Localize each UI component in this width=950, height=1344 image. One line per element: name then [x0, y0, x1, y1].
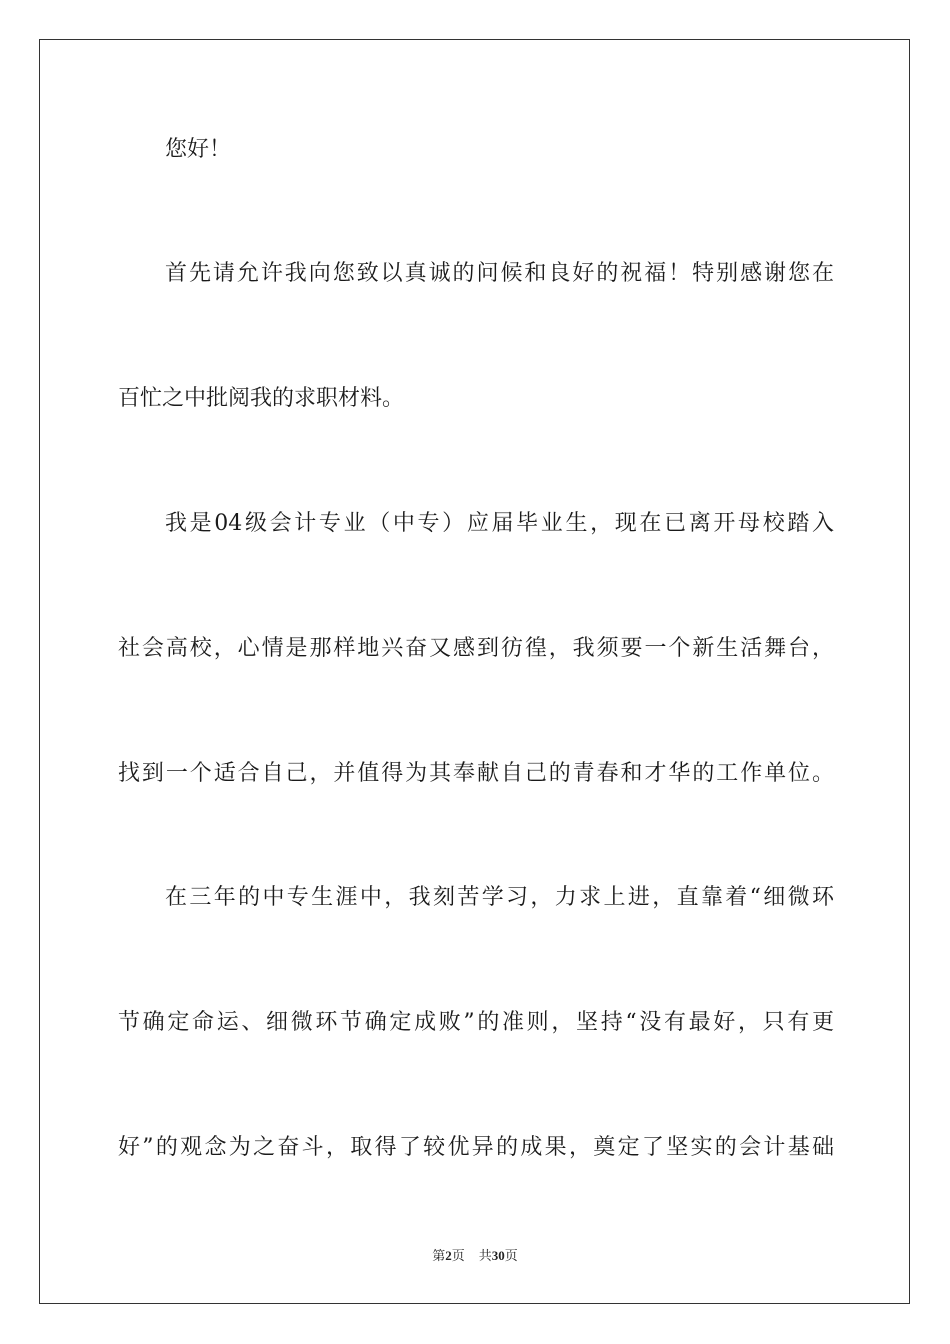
page-footer: [0, 1247, 950, 1266]
paragraph-3-line-1: 在三年的中专生涯中，我刻苦学习，力求上进，直靠着“细微环: [165, 885, 834, 910]
page-number: 2: [445, 1248, 452, 1263]
total-prefix: 共: [478, 1249, 492, 1264]
total-pages: 30: [491, 1248, 505, 1263]
paragraph-2-line-2: 社会高校，心情是那样地兴奋又感到彷徨，我须要一个新生活舞台，: [118, 636, 834, 661]
paragraph-3-line-2: 节确定命运、细微环节确定成败”的准则，坚持“没有最好，只有更: [118, 1010, 834, 1035]
total-suffix: 页: [504, 1249, 518, 1264]
page-prefix: 第: [432, 1249, 446, 1264]
page-frame: [39, 39, 910, 1304]
paragraph-3-line-3: 好”的观念为之奋斗，取得了较优异的成果，奠定了坚实的会计基础: [118, 1135, 834, 1160]
paragraph-1-line-2: 百忙之中批阅我的求职材料。: [118, 386, 405, 411]
paragraph-2-line-1: 我是04级会计专业（中专）应届毕业生，现在已离开母校踏入: [165, 511, 834, 536]
paragraph-2-line-3: 找到一个适合自己，并值得为其奉献自己的青春和才华的工作单位。: [118, 761, 834, 786]
paragraph-1-line-1: 首先请允许我向您致以真诚的问候和良好的祝福！特别感谢您在: [165, 261, 834, 286]
page-suffix: 页: [451, 1249, 465, 1264]
greeting-line: 您好！: [165, 137, 232, 162]
